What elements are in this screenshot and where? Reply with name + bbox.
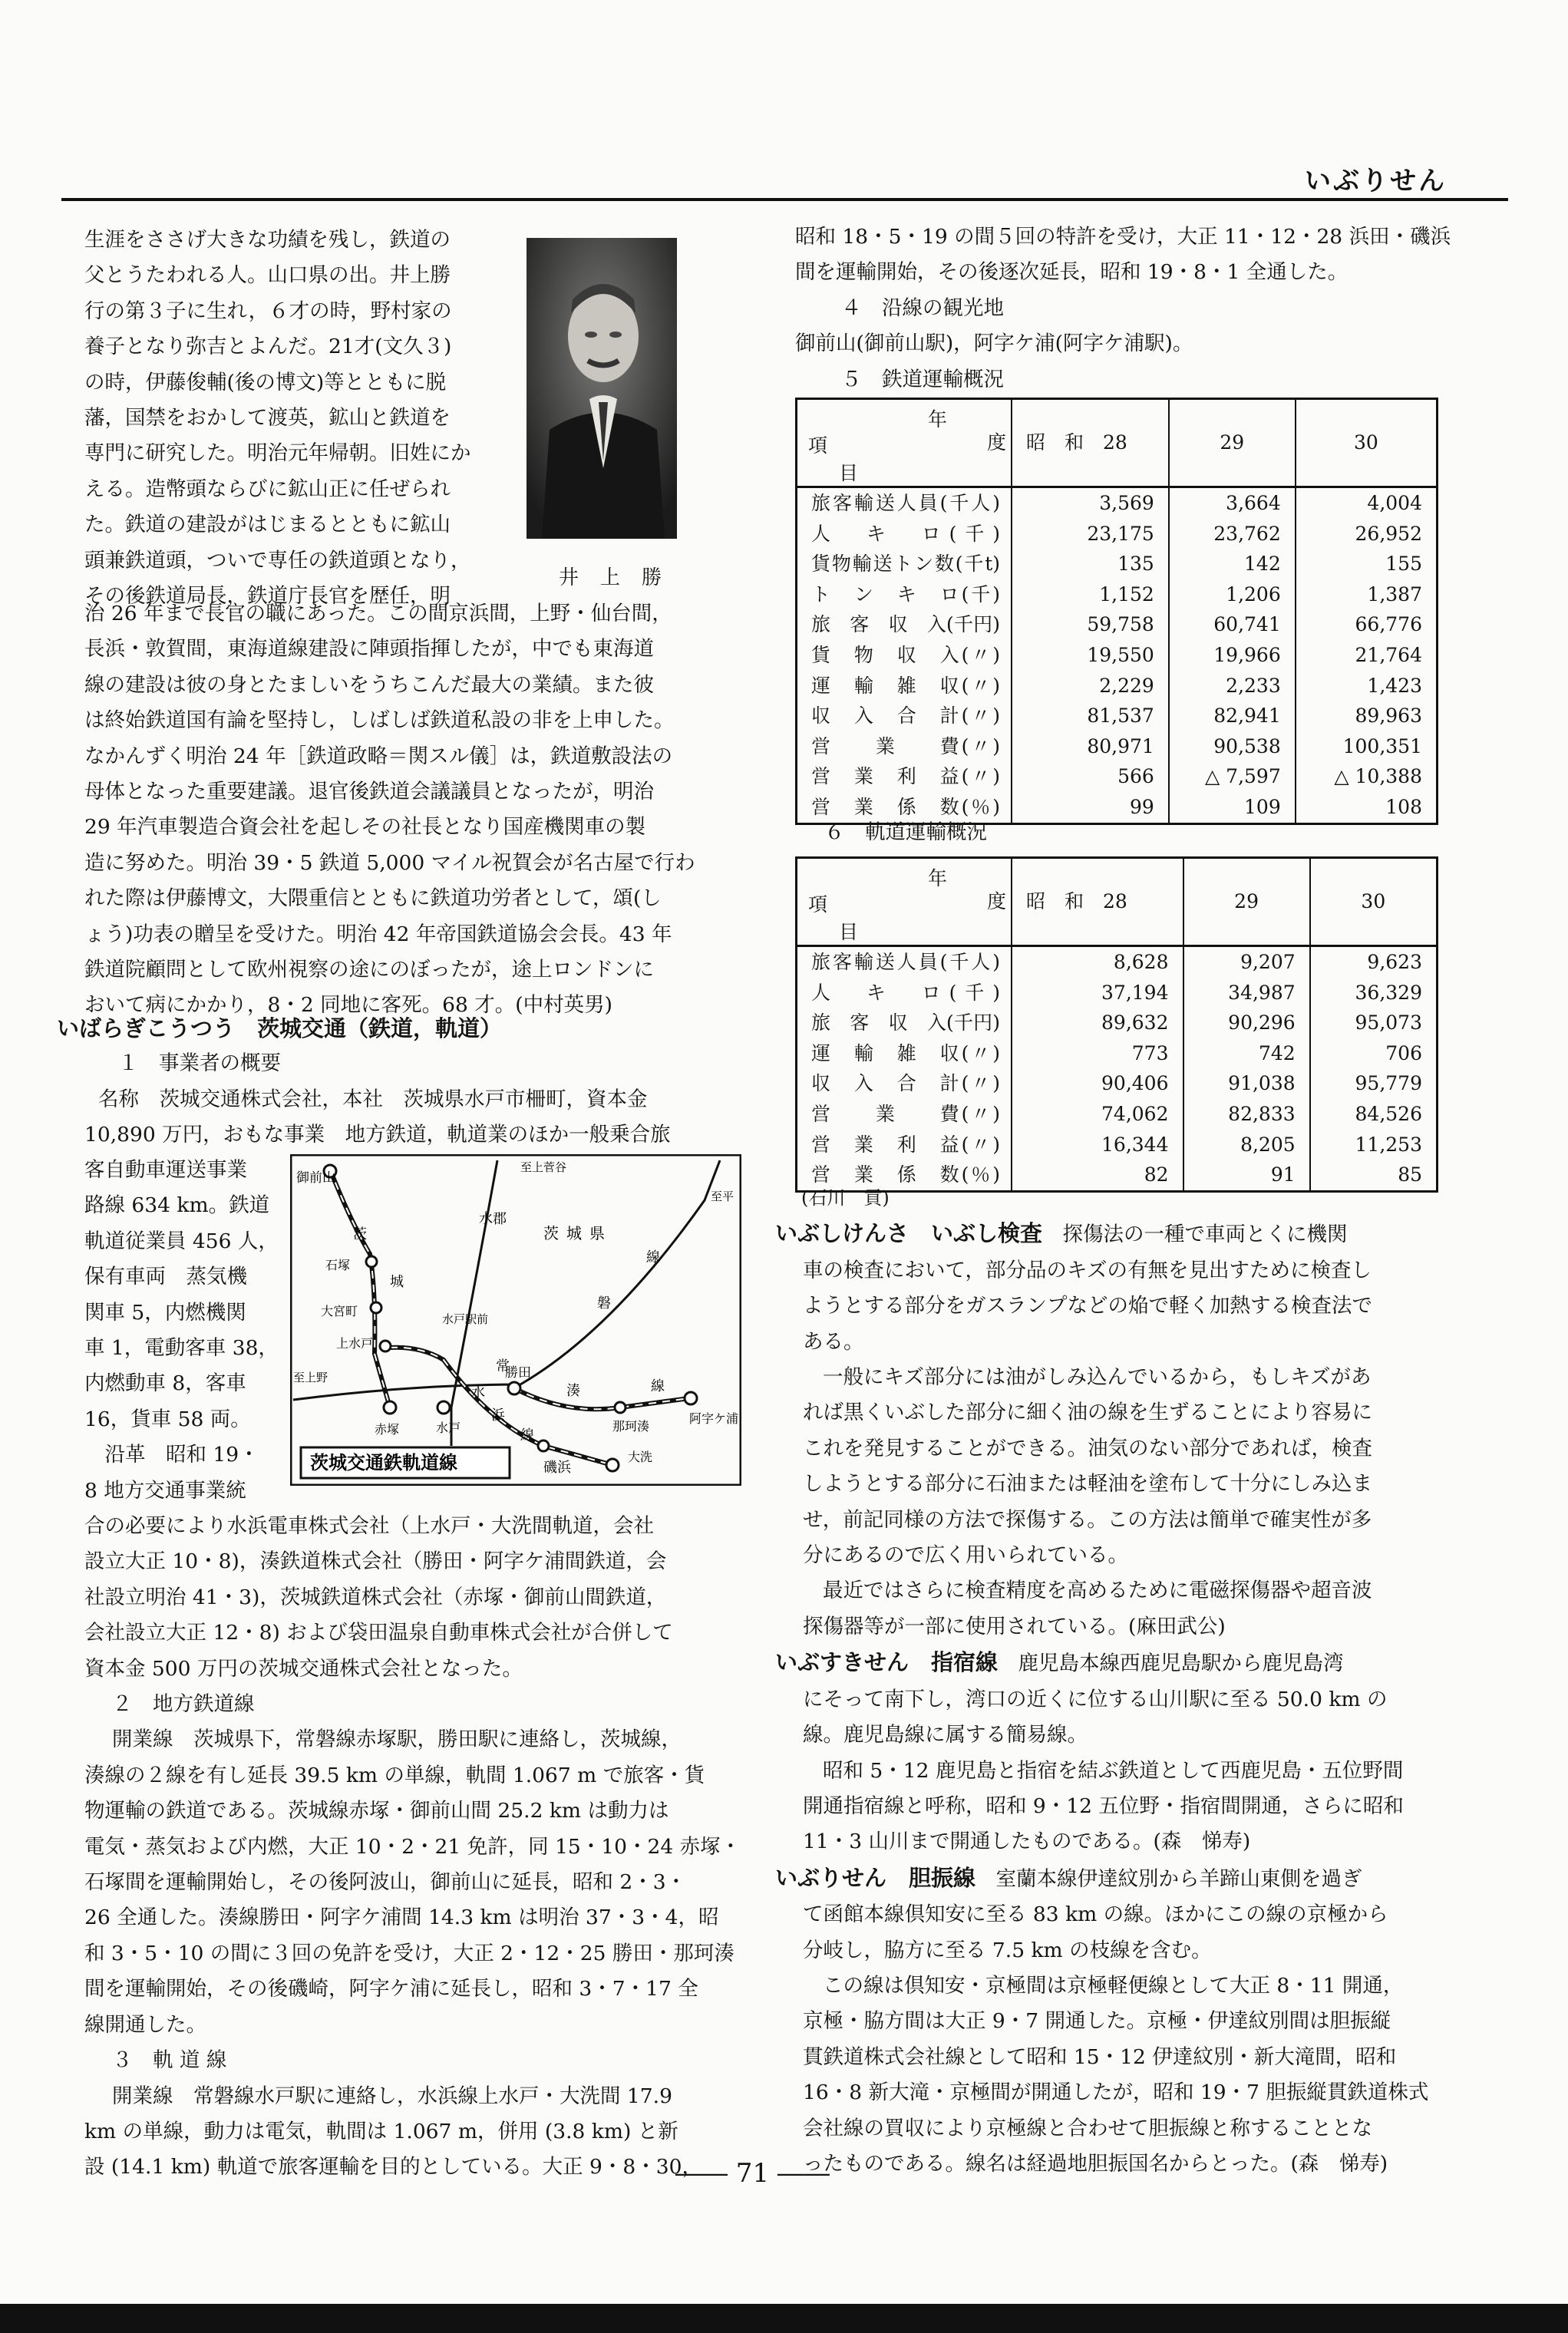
page-number: ―― 71 ―― [675, 2158, 830, 2189]
corner-year: 年 [928, 408, 948, 431]
map-label-ajigaura: 阿字ケ浦 [689, 1411, 739, 1426]
map-label-line: 茨 [353, 1226, 367, 1242]
table-cell: △ 10,388 [1296, 761, 1438, 792]
table-cell: 1,152 [1012, 579, 1169, 610]
text-line: 路線 634 km。鉄道 [84, 1193, 270, 1218]
header-rule [61, 198, 1508, 201]
table-row [797, 946, 1438, 978]
text-line: 合の必要により水浜電車株式会社（上水戸・大洗間軌道，会社 [84, 1514, 654, 1538]
text-line: km の単線，動力は電気，軌間は 1.067 m，併用 (3.8 km) と新 [84, 2119, 678, 2143]
table-cell: 82,833 [1183, 1099, 1310, 1130]
table-cell: 85 [1310, 1160, 1438, 1191]
row-label: 営 業 利 益(〃) [811, 765, 1000, 788]
row-label: 営 業 費(〃) [811, 734, 1000, 757]
text-span: 探傷法の一種で車両とくに機関 [1042, 1223, 1348, 1247]
map-label-isohama: 磯浜 [543, 1460, 571, 1476]
map-label-mito: 水戸 [436, 1421, 461, 1435]
table-row [797, 579, 1438, 610]
text-line: その後鉄道局長，鉄道庁長官を歴任，明 [84, 584, 451, 609]
text-line: ょう)功表の贈呈を受けた。明治 42 年帝国鉄道協会会長。43 年 [84, 922, 672, 946]
text-line: 26 全通した。湊線勝田・阿字ケ浦間 14.3 km は明治 37・3・4，昭 [84, 1906, 719, 1930]
table-cell: 8,205 [1183, 1130, 1310, 1160]
railway-stats-table [795, 398, 1438, 825]
table-cell: 3,569 [1012, 487, 1169, 519]
text-line: 藩，国禁をおかして渡英，鉱山と鉄道を [84, 406, 451, 431]
text-line: える。造幣頭ならびに鉱山正に任ぜられ [84, 477, 451, 501]
table-cell: 109 [1169, 792, 1296, 823]
map-label-joban: 磐 [597, 1295, 611, 1312]
table-row [797, 487, 1438, 519]
text-line: しようとする部分に石油または軽油を塗布して十分にしみ込ま [803, 1472, 1372, 1496]
text-line: 間を運輸開始，その後逐次延長，昭和 19・8・1 全通した。 [795, 260, 1348, 285]
map-label-omiya: 大宮町 [321, 1304, 358, 1318]
text-line: れた際は伊藤博文，大隈重信とともに鉄道功労者として，頌(し [84, 886, 662, 911]
text-line: の時，伊藤俊輔(後の博文)等とともに脱 [84, 370, 447, 394]
table-cell: 91 [1183, 1160, 1310, 1191]
map-label-prefecture: 茨城県 [543, 1224, 612, 1242]
row-label: 旅客輸送人員(千人) [811, 492, 1000, 514]
table-header-row [797, 858, 1438, 946]
text-line: 行の第３子に生れ，６才の時，野村家の [84, 299, 452, 323]
text-line: 鉄道院顧問として欧州視察の途にのぼったが，途上ロンドンに [84, 958, 654, 982]
column-header: 30 [1310, 858, 1438, 946]
text-line: 石塚間を運輸開始し，その後阿波山，御前山に延長，昭和 2・3・ [84, 1870, 687, 1895]
inoue-narrow-block [84, 223, 471, 614]
table-cell: 81,537 [1012, 701, 1169, 731]
section-heading: ５ 鉄道運輸概況 [841, 367, 1004, 391]
text-line: 一般にキズ部分には油がしみ込んでいるから，もしキズがあ [823, 1365, 1372, 1390]
photo-caption: 井上勝 [559, 566, 684, 589]
table-cell: 23,175 [1012, 519, 1169, 549]
text-line: た。鉄道の建設がはじまるとともに鉱山 [84, 513, 451, 537]
table-row [797, 519, 1438, 549]
route-map [290, 1154, 741, 1486]
text-line: 客自動車運送事業 [84, 1158, 247, 1182]
column-header: 29 [1183, 858, 1310, 946]
table-cell: 60,741 [1169, 609, 1296, 640]
map-label-oarai: 大洗 [628, 1450, 653, 1464]
table-row [797, 1130, 1438, 1160]
table-cell: 74,062 [1012, 1099, 1183, 1130]
table-row [797, 761, 1438, 792]
text-line: 設立大正 10・8)，湊鉄道株式会社（勝田・阿字ケ浦間鉄道，会 [84, 1549, 667, 1574]
entry-heading-ibushi: いぶしけんさ いぶし検査 [775, 1220, 1043, 1247]
table-body [797, 946, 1438, 1192]
table-cell: 2,229 [1012, 671, 1169, 701]
entry-heading-iburi: いぶりせん 胆振線 [775, 1864, 976, 1891]
text-line: 物運輸の鉄道である。茨城線赤塚・御前山間 25.2 km は動力は [84, 1799, 669, 1823]
text-line: は終始鉄道国有論を堅持し，しばしば鉄道私設の非を上申した。 [84, 708, 675, 733]
table-cell: 84,526 [1310, 1099, 1438, 1130]
map-label-joban: 線 [646, 1249, 660, 1265]
text-line: 間を運輸開始，その後磯崎，阿字ケ浦に延長し，昭和 3・7・17 全 [84, 1977, 698, 2001]
row-label: 貨 物 収 入(〃) [811, 643, 1000, 666]
text-line: 貫鉄道株式会社線として昭和 15・12 伊達紋別・新大滝間，昭和 [803, 2044, 1397, 2069]
text-line: 29 年汽車製造合資会社を起しその社長となり国産機関車の製 [84, 815, 646, 840]
table-cell: 90,296 [1183, 1008, 1310, 1038]
text-line: 軌道従業員 456 人， [84, 1229, 279, 1253]
table-cell: 89,632 [1012, 1008, 1183, 1038]
table-cell: 773 [1012, 1038, 1183, 1069]
text-line: 最近ではさらに検査精度を高めるために電磁探傷器や超音波 [823, 1579, 1372, 1603]
inoue-wide-block [84, 596, 695, 1024]
corner-kou: 項 [808, 434, 828, 457]
table-cell: 108 [1296, 792, 1438, 823]
row-label: 人 キ ロ(千) [811, 981, 1000, 1004]
text-line: 線の建設は彼の身とたましいをうちこんだ最大の業績。また彼 [84, 672, 654, 697]
row-label: 営 業 利 益(〃) [811, 1133, 1000, 1156]
portrait-illustration [527, 238, 677, 539]
row-label: 営 業 係 数(％) [811, 795, 1000, 818]
corner-diagonal [797, 400, 1011, 486]
table-cell: 8,628 [1012, 946, 1183, 978]
text-line: なかんずく明治 24 年［鉄道政略＝関スル儀］は，鉄道敷設法の [84, 744, 673, 768]
row-label: 運 輸 雑 収(〃) [811, 1041, 1000, 1064]
row-label: 営 業 費(〃) [811, 1102, 1000, 1125]
row-label: 収 入 合 計(〃) [811, 705, 1000, 728]
text-line: おいて病にかかり，8・2 同地に客死。68 才。(中村英男) [84, 993, 612, 1018]
text-line: ようとする部分をガスランプなどの焔で軽く加熱する検査法で [803, 1294, 1372, 1318]
text-line: 昭和 5・12 鹿児島と指宿を結ぶ鉄道として西鹿児島・五位野間 [823, 1758, 1404, 1783]
table-cell: 66,776 [1296, 609, 1438, 640]
table-cell: 59,758 [1012, 609, 1169, 640]
map-label-katsuta: 勝田 [505, 1365, 531, 1381]
column-header: 昭 和 28 [1012, 399, 1169, 487]
table-corner-cell [797, 858, 1012, 946]
table-cell: 9,623 [1310, 946, 1438, 978]
map-label-kamimito: 上水戸 [336, 1336, 374, 1351]
map-label-to-ueno: 至上野 [293, 1371, 328, 1384]
table-cell: 99 [1012, 792, 1169, 823]
table-cell: 36,329 [1310, 978, 1438, 1008]
text-line: にそって南下し，湾口の近くに位する山川駅に至る 50.0 km の [803, 1687, 1388, 1711]
ibaraki-entry-top [57, 1011, 671, 1153]
map-label-akatsuka: 赤塚 [375, 1422, 400, 1437]
table-cell: 11,253 [1310, 1130, 1438, 1160]
table-row [797, 731, 1438, 762]
text-line: 内燃動車 8，客車 [84, 1371, 246, 1396]
text-line: 専門に研究した。明治元年帰朝。旧姓にか [84, 441, 471, 466]
map-label-joban: 常 [496, 1358, 510, 1374]
table-cell: 80,971 [1012, 731, 1169, 762]
ibaraki-rest-block [84, 1509, 741, 2186]
text-line: 会社設立大正 12・8) および袋田温泉自動車株式会社が合併して [84, 1621, 673, 1645]
text-line: 線。鹿児島線に属する簡易線。 [803, 1723, 1088, 1747]
table-row [797, 1008, 1438, 1038]
table-cell: 90,538 [1169, 731, 1296, 762]
column-header: 29 [1169, 399, 1296, 487]
map-label-ishizuka: 石塚 [325, 1258, 351, 1272]
map-label-minato: 線 [651, 1378, 665, 1394]
column-header: 30 [1296, 399, 1438, 487]
table-row [797, 1068, 1438, 1099]
table-cell: 100,351 [1296, 731, 1438, 762]
table-corner-cell [797, 399, 1012, 487]
text-line: 頭兼鉄道頭，ついで専任の鉄道頭となり， [84, 548, 471, 573]
ibaraki-narrow-block [84, 1153, 279, 1509]
column-header: 昭 和 28 [1012, 858, 1183, 946]
text-line: 和 3・5・10 の間に３回の免許を受け，大正 2・12・25 勝田・那珂湊 [84, 1941, 734, 1965]
text-line: 社設立明治 41・3)，茨城鉄道株式会社（赤塚・御前山間鉄道， [84, 1585, 667, 1609]
text-line: 分岐し，脇方に至る 7.5 km の枝線を含む。 [803, 1938, 1212, 1962]
text-line: 保有車両 蒸気機 [84, 1265, 247, 1289]
text-line: て函館本線倶知安に至る 83 km の線。ほかにこの線の京極から [803, 1902, 1388, 1927]
text-line: 名称 茨城交通株式会社，本社 茨城県水戸市柵町，資本金 [98, 1087, 648, 1111]
text-line: 16，貨車 58 両。 [84, 1407, 251, 1431]
table-cell: 1,423 [1296, 671, 1438, 701]
text-span: 鹿児島本線西鹿児島駅から鹿児島湾 [998, 1652, 1344, 1676]
section-heading: １ 事業者の概要 [118, 1051, 281, 1076]
table-cell: 135 [1012, 549, 1169, 579]
text-line: ったものである。線名は経過地胆振国名からとった。(森 悌寿) [803, 2151, 1388, 2176]
table-cell: 19,966 [1169, 640, 1296, 671]
text-line: 養子となり弥吉とよんだ。21才(文久３) [84, 335, 452, 359]
table-row [797, 1099, 1438, 1130]
text-line: 資本金 500 万円の茨城交通株式会社となった。 [84, 1656, 523, 1681]
text-line: 8 地方交通事業統 [84, 1478, 246, 1503]
text-line: ある。 [803, 1329, 864, 1354]
tramway-stats-table [795, 856, 1438, 1193]
corner-kou: 項 [808, 893, 828, 916]
map-label-gozenyama: 御前山 [296, 1170, 335, 1186]
map-label-suihin: 水 [471, 1384, 485, 1401]
right-entries [775, 1180, 1428, 2182]
table-row [797, 978, 1438, 1008]
table-cell: 1,206 [1169, 579, 1296, 610]
text-line: 長浜・敦賀間，東海道線建設に陣頭指揮したが，中でも東海道 [84, 637, 654, 662]
table-row [797, 1038, 1438, 1069]
corner-do: 度 [986, 431, 1006, 454]
row-label: 人 キ ロ(千) [811, 522, 1000, 545]
table-header-row [797, 399, 1438, 487]
table-cell: 95,779 [1310, 1068, 1438, 1099]
text-line: 11・3 山川まで開通したものである。(森 悌寿) [803, 1830, 1251, 1854]
table-row [797, 640, 1438, 671]
table-cell: 82,941 [1169, 701, 1296, 731]
text-line: 探傷器等が一部に使用されている。(麻田武公) [803, 1614, 1226, 1638]
table-cell: 95,073 [1310, 1008, 1438, 1038]
text-line: この線は倶知安・京極間は京極軽便線として大正 8・11 開通， [823, 1973, 1404, 1998]
text-line: 設 (14.1 km) 軌道で旅客運輸を目的としている。大正 9・8・30， [84, 2155, 703, 2180]
table-cell: 742 [1183, 1038, 1310, 1069]
text-line: 造に努めた。明治 39・5 鉄道 5,000 マイル祝賀会が名古屋で行わ [84, 850, 695, 875]
table-cell: 9,207 [1183, 946, 1310, 978]
text-line: 関車 5，内燃機関 [84, 1300, 246, 1325]
entry-line [775, 1860, 1428, 1897]
row-label: 旅客輸送人員(千人) [811, 951, 1000, 973]
text-line: 沿革 昭和 19・ [84, 1443, 259, 1467]
map-label-line: 城 [390, 1274, 404, 1290]
table-cell: 4,004 [1296, 487, 1438, 519]
corner-do: 度 [986, 890, 1006, 912]
text-line: 16・8 新大滝・京極間が開通したが，昭和 19・7 胆振縦貫鉄道株式 [803, 2081, 1429, 2105]
portrait-photo [527, 238, 677, 539]
table-cell: 16,344 [1012, 1130, 1183, 1160]
table-cell: 89,963 [1296, 701, 1438, 731]
table-cell: 34,987 [1183, 978, 1310, 1008]
map-label-mitofu: 水戸駅前 [442, 1312, 489, 1326]
row-label: 営 業 係 数(％) [811, 1163, 1000, 1186]
section-heading: ３ 軌 道 線 [112, 2048, 227, 2073]
table-row [797, 671, 1438, 701]
table-cell: 19,550 [1012, 640, 1169, 671]
entry-line [775, 1216, 1428, 1252]
section-heading: ２ 地方鉄道線 [112, 1692, 255, 1717]
table-cell: 1,387 [1296, 579, 1438, 610]
row-label: ト ン キ ロ(千) [811, 582, 1000, 606]
text-line: 開業線 常磐線水戸駅に連絡し，水浜線上水戸・大洗間 17.9 [112, 2084, 672, 2108]
table-cell: 155 [1296, 549, 1438, 579]
text-line: 10,890 万円，おもな事業 地方鉄道，軌道業のほか一般乗合旅 [84, 1123, 671, 1147]
map-label-suihin: 線 [520, 1427, 534, 1444]
text-line: 父とうたわれる人。山口県の出。井上勝 [84, 263, 451, 288]
table-cell: 3,664 [1169, 487, 1296, 519]
text-line: 湊線の２線を有し延長 39.5 km の単線，軌間 1.067 m で旅客・貨 [84, 1763, 705, 1787]
author-credit: (石川 貢) [801, 1187, 890, 1209]
map-label-minato: 湊 [566, 1383, 580, 1399]
entry-heading-ibusuki: いぶすきせん 指宿線 [775, 1649, 999, 1676]
table-cell: 2,233 [1169, 671, 1296, 701]
text-line: 車 1，電動客車 38， [84, 1336, 279, 1361]
table-row [797, 701, 1438, 731]
corner-year: 年 [928, 867, 948, 889]
table-cell: 26,952 [1296, 519, 1438, 549]
text-line: 開業線 茨城県下，常磐線赤塚駅，勝田駅に連絡し，茨城線， [112, 1727, 682, 1752]
table-cell: 37,194 [1012, 978, 1183, 1008]
map-label-to-taira: 至平 [711, 1190, 734, 1203]
map-label-nakaminato: 那珂湊 [612, 1419, 650, 1434]
table-cell: 706 [1310, 1038, 1438, 1069]
text-line: 昭和 18・5・19 の間５回の特許を受け，大正 11・12・28 浜田・磯浜 [795, 225, 1451, 249]
corner-moku: 目 [839, 462, 859, 484]
text-line: 線開通した。 [84, 2012, 206, 2037]
entry-line [775, 1645, 1428, 1681]
text-line: 会社線の買収により京極線と合わせて胆振線と称することとな [803, 2116, 1372, 2140]
table-cell: 23,762 [1169, 519, 1296, 549]
text-line: 母体となった重要建議。退官後鉄道会議議員となったが，明治 [84, 780, 654, 804]
table-row [797, 549, 1438, 579]
text-line: 開通指宿線と呼称，昭和 9・12 五位野・指宿間開通，さらに昭和 [803, 1793, 1404, 1818]
corner-moku: 目 [839, 921, 859, 943]
row-label: 運 輸 雑 収(〃) [811, 674, 1000, 697]
section-heading: ６ 軌道運輸概況 [824, 820, 987, 844]
text-line: 分にあるので広く用いられている。 [803, 1543, 1128, 1568]
row-label: 貨物輸送トン数(千t) [811, 553, 1000, 576]
text-span: 室蘭本線伊達紋別から羊蹄山東側を過ぎ [975, 1866, 1362, 1891]
text-line: これを発見することができる。油気のない部分であれば，検査 [803, 1436, 1372, 1460]
text-line: 京極・脇方間は大正 9・7 開通した。京極・伊達紋別間は胆振縦 [803, 2009, 1391, 2034]
scan-edge-bar [0, 2304, 1568, 2333]
running-header: いぶりせん [1305, 166, 1447, 196]
map-label-suigun: 水郡 [479, 1211, 507, 1227]
section-6-heading [795, 815, 987, 850]
text-line: 車の検査において，部分品のキズの有無を見出すために検査し [803, 1258, 1372, 1282]
map-label-suihin: 浜 [491, 1407, 505, 1424]
map-label-kamisugaya: 至上菅谷 [520, 1160, 567, 1174]
table-cell: 142 [1169, 549, 1296, 579]
text-line: 治 26 年まで長官の職にあった。この間京浜間，上野・仙台間， [84, 602, 672, 625]
text-line: れば黒くいぶした部分に細く油の線を生ずることにより容易に [803, 1401, 1372, 1425]
text-line: 御前山(御前山駅)，阿字ケ浦(阿字ケ浦駅)。 [795, 332, 1193, 356]
table-body [797, 487, 1438, 824]
row-label: 旅 客 収 入(千円) [811, 1011, 1000, 1035]
ibaraki-continued [795, 219, 1451, 398]
table-cell: 21,764 [1296, 640, 1438, 671]
table-cell: 91,038 [1183, 1068, 1310, 1099]
map-title: 茨城交通鉄軌道線 [310, 1452, 457, 1473]
table-cell: 566 [1012, 761, 1169, 792]
text-line: せ，前記同様の方法で探傷する。この方法は簡単で確実性が多 [803, 1507, 1372, 1532]
text-line: 生涯をささげ大きな功績を残し，鉄道の [84, 228, 451, 252]
route-map-drawing [290, 1154, 741, 1486]
text-line: 電気・蒸気および内燃，大正 10・2・21 免許，同 15・10・24 赤塚・ [84, 1834, 741, 1859]
table-cell: 82 [1012, 1160, 1183, 1191]
row-label: 収 入 合 計(〃) [811, 1072, 1000, 1095]
table-cell: △ 7,597 [1169, 761, 1296, 792]
section-heading: ４ 沿線の観光地 [841, 295, 1004, 320]
entry-heading-ibaraki: いばらぎこうつう 茨城交通（鉄道，軌道） [57, 1015, 503, 1041]
table-row [797, 609, 1438, 640]
table-cell: 90,406 [1012, 1068, 1183, 1099]
row-label: 旅 客 収 入(千円) [811, 613, 1000, 636]
